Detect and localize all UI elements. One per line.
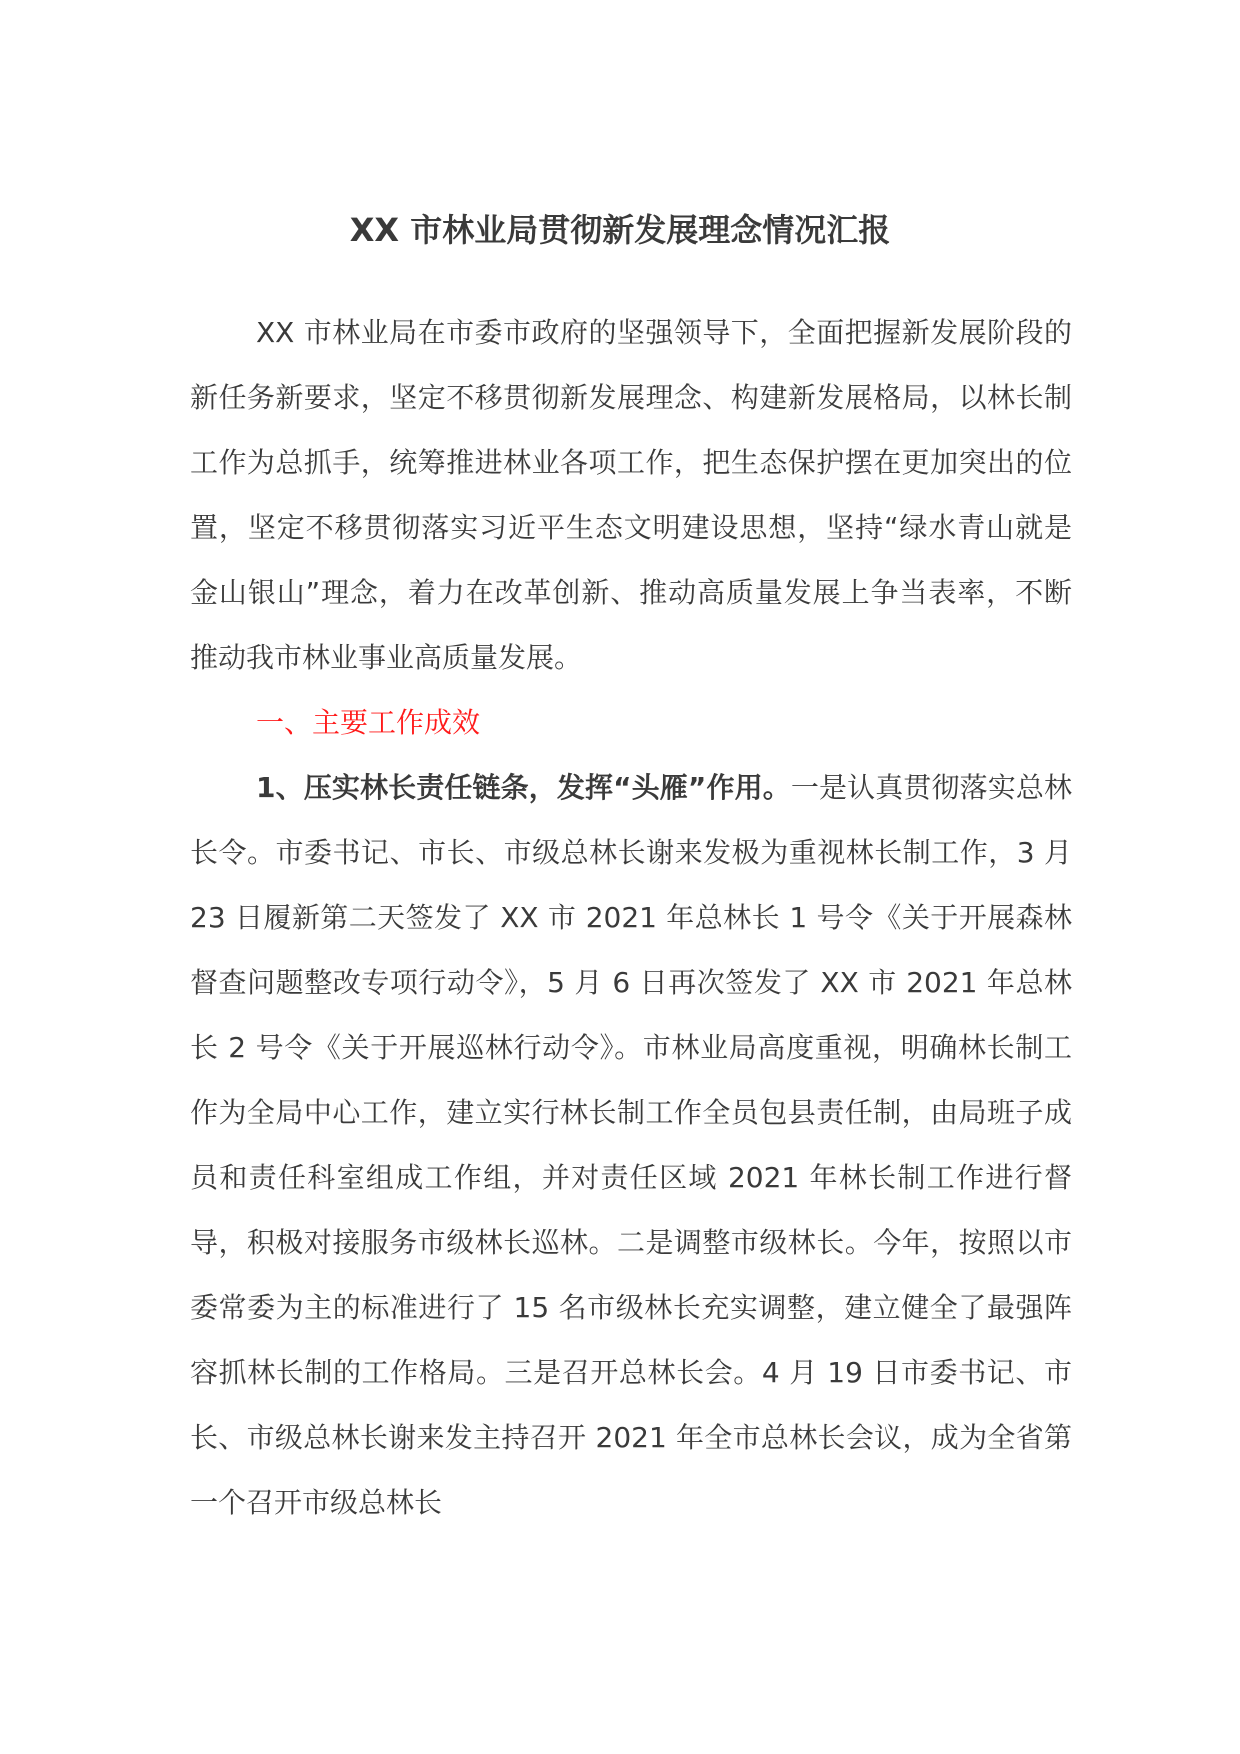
section-heading-main-achievements: 一、主要工作成效 <box>256 706 481 739</box>
item-1-paragraph <box>190 755 1072 1535</box>
item-1-body: 一是认真贯彻落实总林长令。市委书记、市长、市级总林长谢来发极为重视林长制工作，3 月 23 日履新第二天签发了 XX 市 2021 年总林长 1 号令《关于开展森林督查问题整改专项行动令》，5 月 6 日再次签发了 XX 市 2021 年总林长 2 号令《关于开展巡林行动令》。市林业局高度重视，明确林长制工作为全局中心工作，建立实行林长制工作全员包县责任制，由局班子成员和责任科室组成工作组，并对责任区域 2021 年林长制工作进行督导，积极对接服务市级林长巡林。二是调整市级林长。今年，按照以市委常委为主的标准进行了 15 名市级林长充实调整，建立健全了最强阵容抓林长制的工作格局。三是召开总林长会。4 月 19 日市委书记、市长、市级总林长谢来发主持召开 2021 年全市总林长会议，成为全省第一个召开市级总林长 <box>190 771 1072 1519</box>
intro-paragraph: XX 市林业局在市委市政府的坚强领导下，全面把握新发展阶段的新任务新要求，坚定不移贯彻新发展理念、构建新发展格局，以林长制工作为总抓手，统筹推进林业各项工作，把生态保护摆在更加突出的位置，坚定不移贯彻落实习近平生态文明建设思想，坚持“绿水青山就是金山银山”理念，着力在改革创新、推动高质量发展上争当表率，不断推动我市林业事业高质量发展。 <box>190 316 1072 674</box>
item-1-lead: 1、压实林长责任链条，发挥“头雁”作用。 <box>256 771 791 804</box>
document-title: XX 市林业局贯彻新发展理念情况汇报 <box>349 211 891 249</box>
